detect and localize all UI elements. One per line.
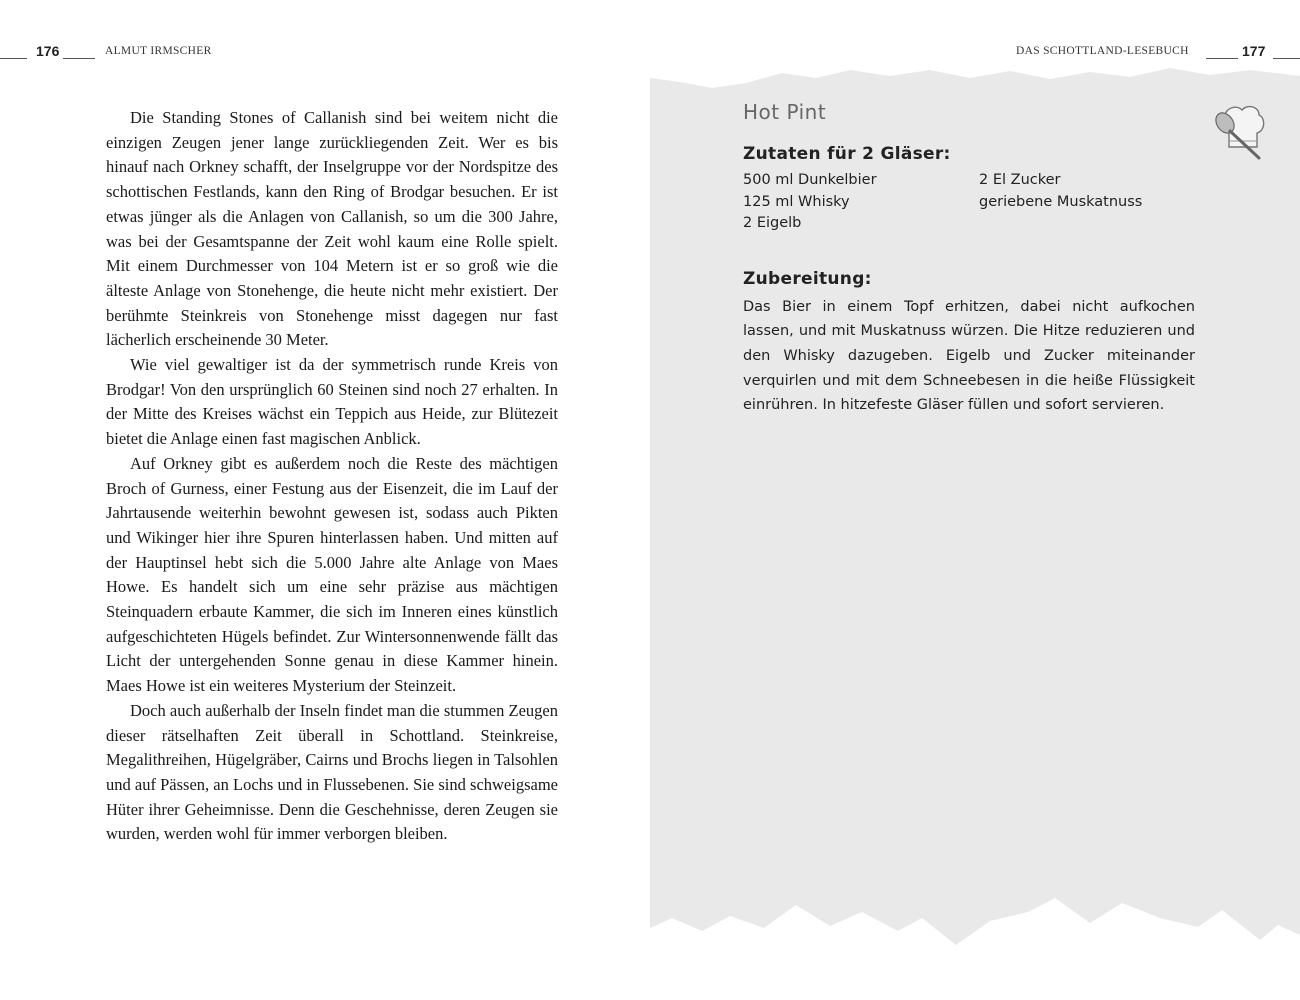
preparation-text: Das Bier in einem Topf erhitzen, dabei nicht aufkochen lassen, und mit Muskatnuss würzen. Die Hitze reduzieren und den Whisky dazugeben. Eigelb und Zucker miteinander verquirlen und mit dem Schneebesen in die heiße Flüssigkeit einrühren. In hitzefeste Gläser füllen und sofort servieren. [743,298,1195,414]
running-head [105,42,212,59]
ingredient-item: 2 Eigelb [743,215,802,231]
body-text [106,106,558,847]
recipe [743,100,1195,418]
header-rule [63,58,95,59]
chef-hat-spoon-icon [1215,103,1267,161]
paragraph: Auf Orkney gibt es außerdem noch die Reste des mächtigen Broch of Gurness, einer Festung aus der Eisenzeit, die im Lauf der Jahrtausende weiterhin bewohnt gewesen ist, sodass auch Pikten und Wikinger hier ihre Spuren hinterlassen haben. Und mitten auf der Hauptinsel hebt sich die 5.000 Jahre alte Anlage von Maes Howe. Es handelt sich um eine sehr präzise aus mächtigen Steinquadern erbaute Kammer, die sich im Inneren eines künstlich aufgeschichteten Hügels befindet. Zur Wintersonnenwende fällt das Licht der untergehenden Sonne genau in diese Kammer hinein. Maes Howe ist ein weiteres Mysterium der Steinzeit. [106,453,558,696]
running-head-text: DAS SCHOTTLAND-LESEBUCH [1016,45,1189,57]
ingredient-item: 500 ml Dunkelbier [743,172,877,188]
paragraph: Die Standing Stones of Callanish sind bei weitem nicht die einzigen Zeugen jener lange zurückliegenden Zeit. Wer es bis hinauf nach Orkney schafft, der Inselgruppe vor der Nordspitze des schottischen Festlands, kann den Ring of Brodgar besuchen. Er ist etwas jünger als die Anlagen von Callanish, so um die 300 Jahre, was bei der Gesamtspanne der Zeit wohl kaum eine Rolle spielt. Mit einem Durchmesser von 104 Metern ist er so groß wie die älteste Anlage von Stonehenge, die heute nicht mehr existiert. Der berühmte Steinkreis von Stonehenge misst dagegen nur fast lächerlich erscheinende 30 Meter. [106,108,558,350]
right-page [650,0,1300,1000]
running-head-text: ALMUT IRMSCHER [105,45,212,57]
preparation-heading: Zubereitung: [743,268,872,289]
ingredients-heading: Zutaten für 2 Gläser: [743,144,951,164]
ingredient-item: 125 ml Whisky [743,193,850,210]
page-number: 177 [1242,43,1266,59]
ingredient-item: geriebene Muskatnuss [979,193,1143,210]
paragraph: Doch auch außerhalb der Inseln findet man die stummen Zeugen dieser rätselhaften Zeit überall in Schottland. Steinkreise, Megalithreihen, Hügelgräber, Cairns und Brochs liegen in Talsohlen und auf Pässen, an Lochs und in Flussebenen. Sie sind schweigsame Hüter ihrer Geheimnisse. Denn die Geschehnisse, deren Zeugen sie wurden, werden wohl für immer verborgen bleiben. [106,700,558,844]
paragraph: Wie viel gewaltiger ist da der symmetrisch runde Kreis von Brodgar! Von den ursprünglich 60 Steinen sind noch 27 erhalten. In der Mitte des Kreises wächst ein Teppich aus Heide, zur Blütezeit bietet die Anlage einen fast magischen Anblick. [106,355,558,449]
header-rule [0,58,27,59]
recipe-title: Hot Pint [743,100,827,124]
ingredient-item: 2 El Zucker [979,172,1061,188]
ingredients-list [743,170,1195,235]
page-number: 176 [36,43,60,59]
